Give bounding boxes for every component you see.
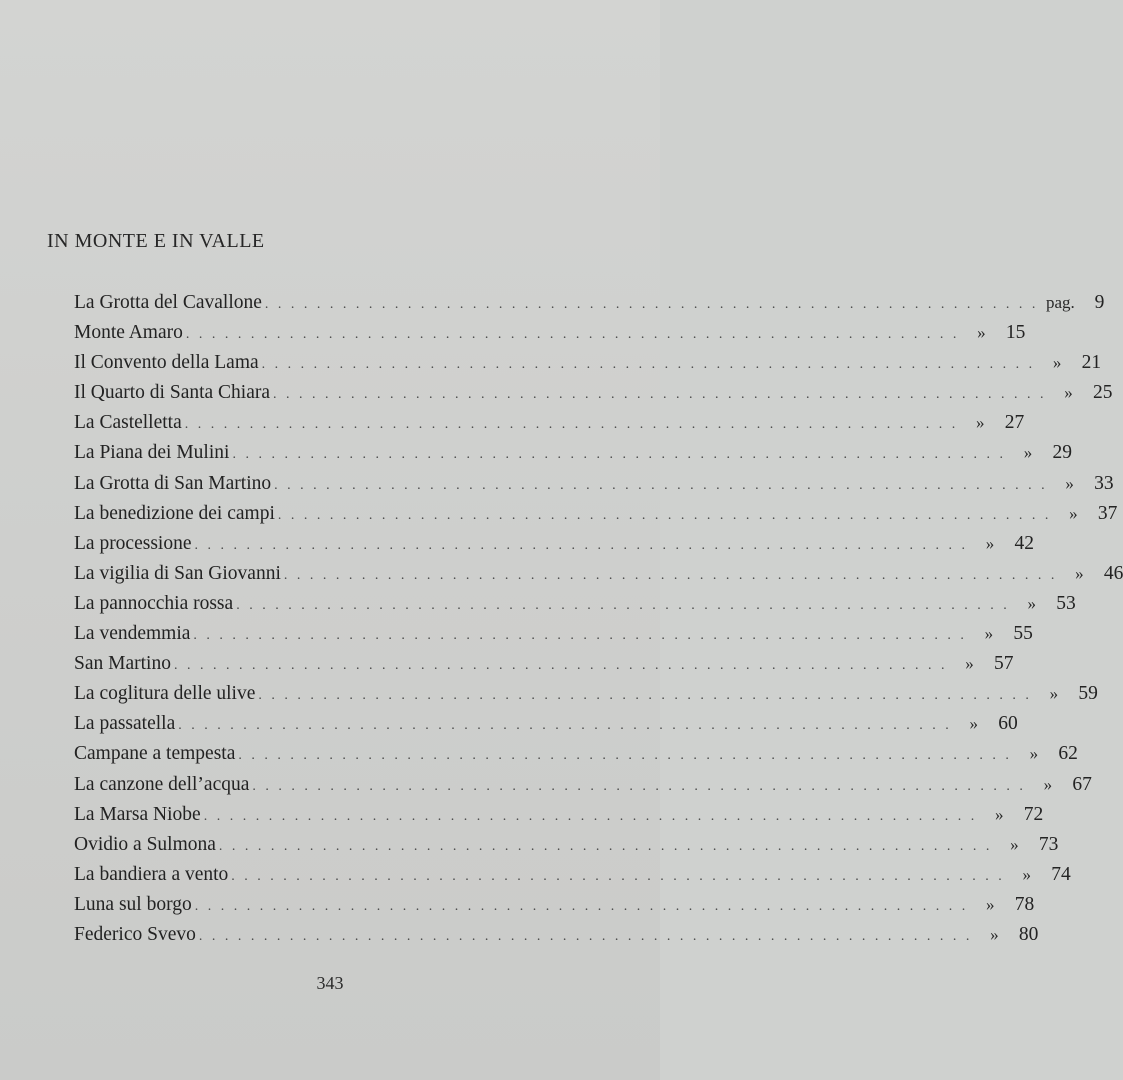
toc-entry <box>74 619 1033 649</box>
toc-entry-title: Federico Svevo <box>74 923 196 945</box>
dot-leader: . . . . . . . . . . . . . . . . . . . . . . . . . . . . . . . . . . . . . . . . . . . . . . . . . . . . . . . . . . . . <box>283 567 1058 583</box>
toc-entry-marker: » <box>1022 864 1032 884</box>
dot-leader: . . . . . . . . . . . . . . . . . . . . . . . . . . . . . . . . . . . . . . . . . . . . . . . . . . . . . . . . . . . . <box>261 357 1036 373</box>
dot-leader: . . . . . . . . . . . . . . . . . . . . . . . . . . . . . . . . . . . . . . . . . . . . . . . . . . . . . . . . . . . . <box>231 868 1005 884</box>
toc-entry-marker: » <box>1064 383 1073 403</box>
toc-entry-marker: » <box>985 533 995 553</box>
dot-leader: . . . . . . . . . . . . . . . . . . . . . . . . . . . . . . . . . . . . . . . . . . . . . . . . . . . . . . . . . . . . <box>194 537 968 553</box>
toc-entry <box>74 679 1098 709</box>
dot-leader: . . . . . . . . . . . . . . . . . . . . . . . . . . . . . . . . . . . . . . . . . . . . . . . . . . . . . . . . . . . . <box>232 447 1006 463</box>
toc-entry-page: 21 <box>1081 352 1102 374</box>
toc-entry-page: 60 <box>998 713 1018 735</box>
dot-leader: . . . . . . . . . . . . . . . . . . . . . . . . . . . . . . . . . . . . . . . . . . . . . . . . . . . . . . . . . . . . <box>277 507 1052 523</box>
toc-entry-page: 46 <box>1103 562 1123 584</box>
dot-leader: . . . . . . . . . . . . . . . . . . . . . . . . . . . . . . . . . . . . . . . . . . . . . . . . . . . . . . . . . . . . <box>173 658 948 674</box>
toc-entry-page: 80 <box>1018 923 1039 945</box>
toc-entry <box>74 438 1072 468</box>
dot-leader: . . . . . . . . . . . . . . . . . . . . . . . . . . . . . . . . . . . . . . . . . . . . . . . . . . . . . . . . . . . . <box>203 808 978 824</box>
toc-entry-page: 59 <box>1078 683 1098 705</box>
toc-entry-title: Monte Amaro <box>74 322 183 344</box>
toc-entry-title: La vigilia di San Giovanni <box>74 562 281 584</box>
toc-entry-marker: » <box>977 323 986 343</box>
toc-entry <box>74 378 1113 408</box>
dot-leader: . . . . . . . . . . . . . . . . . . . . . . . . . . . . . . . . . . . . . . . . . . . . . . . . . . . . . . . . . . . . <box>273 387 1047 403</box>
dot-leader: . . . . . . . . . . . . . . . . . . . . . . . . . . . . . . . . . . . . . . . . . . . . . . . . . . . . . . . . . . . . <box>198 928 973 944</box>
toc-entry-page: 9 <box>1094 292 1105 313</box>
toc-entry-title: La bandiera a vento <box>74 863 229 885</box>
toc-entry-title: Luna sul borgo <box>74 893 192 915</box>
toc-entry-page: 42 <box>1014 532 1034 554</box>
dot-leader: . . . . . . . . . . . . . . . . . . . . . . . . . . . . . . . . . . . . . . . . . . . . . . . . . . . . . . . . . . . . <box>264 297 1039 312</box>
toc-entry <box>74 860 1071 890</box>
toc-entry <box>74 830 1059 860</box>
section-title: IN MONTE E IN VALLE <box>47 230 265 252</box>
toc-entry-title: La canzone dell’acqua <box>74 773 250 795</box>
toc-entry <box>74 529 1034 559</box>
toc-entry-marker: » <box>990 924 999 944</box>
toc-entry-marker: » <box>1023 443 1033 463</box>
toc-entry-marker: » <box>984 624 994 644</box>
toc-entry <box>74 649 1014 679</box>
toc-entry-page: 15 <box>1005 322 1026 344</box>
toc-entry-marker: » <box>985 894 995 914</box>
toc-entry-page: 29 <box>1052 442 1072 464</box>
toc-entry-marker: » <box>1065 473 1074 493</box>
toc-entry-page: 27 <box>1004 412 1025 434</box>
toc-entry-marker: » <box>1027 593 1036 613</box>
toc-entry <box>74 589 1076 619</box>
toc-entry <box>74 408 1025 438</box>
toc-entry <box>74 499 1118 529</box>
toc-entry-page: 67 <box>1072 773 1092 795</box>
toc-entry-title: La Grotta di San Martino <box>74 472 272 494</box>
toc-entry-marker: » <box>1069 503 1078 523</box>
toc-entry-page: 72 <box>1023 803 1044 825</box>
toc-entry-marker: » <box>1010 834 1019 854</box>
toc-entry <box>74 920 1039 950</box>
toc-entry-title: La coglitura delle ulive <box>74 683 256 705</box>
toc-entry-marker: » <box>976 413 985 433</box>
toc-entry <box>74 709 1018 739</box>
dot-leader: . . . . . . . . . . . . . . . . . . . . . . . . . . . . . . . . . . . . . . . . . . . . . . . . . . . . . . . . . . . . <box>193 628 967 644</box>
toc-entry-marker: » <box>969 714 978 734</box>
toc-entry <box>74 469 1114 499</box>
toc-entry-marker: » <box>1043 774 1053 794</box>
toc-entry <box>74 348 1102 378</box>
toc-entry-page: 57 <box>993 653 1014 675</box>
toc-entry-marker: » <box>1075 563 1084 583</box>
dot-leader: . . . . . . . . . . . . . . . . . . . . . . . . . . . . . . . . . . . . . . . . . . . . . . . . . . . . . . . . . . . . <box>218 838 993 854</box>
dot-leader: . . . . . . . . . . . . . . . . . . . . . . . . . . . . . . . . . . . . . . . . . . . . . . . . . . . . . . . . . . . . <box>274 477 1048 493</box>
toc-entry-title: La Piana dei Mulini <box>74 442 230 464</box>
toc-entry <box>74 288 1105 318</box>
toc-entry-page: 73 <box>1038 833 1059 855</box>
toc-entry-title: La passatella <box>74 713 176 735</box>
dot-leader: . . . . . . . . . . . . . . . . . . . . . . . . . . . . . . . . . . . . . . . . . . . . . . . . . . . . . . . . . . . . <box>184 417 959 433</box>
dot-leader: . . . . . . . . . . . . . . . . . . . . . . . . . . . . . . . . . . . . . . . . . . . . . . . . . . . . . . . . . . . . <box>238 748 1012 764</box>
toc-entry-marker: pag. <box>1045 293 1075 312</box>
table-of-contents <box>74 288 1123 950</box>
toc-entry-marker: » <box>1029 744 1039 764</box>
toc-entry <box>74 770 1092 800</box>
toc-entry-page: 62 <box>1058 743 1078 765</box>
toc-entry-page: 74 <box>1051 863 1071 885</box>
toc-entry-title: San Martino <box>74 653 171 675</box>
toc-entry <box>74 559 1123 589</box>
page-number: 343 <box>316 973 344 993</box>
toc-entry-marker: » <box>1049 684 1059 704</box>
toc-entry-title: La Marsa Niobe <box>74 803 201 825</box>
dot-leader: . . . . . . . . . . . . . . . . . . . . . . . . . . . . . . . . . . . . . . . . . . . . . . . . . . . . . . . . . . . . <box>258 688 1032 704</box>
toc-entry-title: La vendemmia <box>74 623 191 645</box>
toc-entry-title: Ovidio a Sulmona <box>74 833 216 855</box>
dot-leader: . . . . . . . . . . . . . . . . . . . . . . . . . . . . . . . . . . . . . . . . . . . . . . . . . . . . . . . . . . . . <box>236 597 1010 613</box>
toc-entry-title: Campane a tempesta <box>74 743 236 765</box>
toc-entry-title: Il Quarto di Santa Chiara <box>74 382 271 404</box>
dot-leader: . . . . . . . . . . . . . . . . . . . . . . . . . . . . . . . . . . . . . . . . . . . . . . . . . . . . . . . . . . . . <box>178 718 952 734</box>
toc-entry-title: Il Convento della Lama <box>74 352 259 374</box>
dot-leader: . . . . . . . . . . . . . . . . . . . . . . . . . . . . . . . . . . . . . . . . . . . . . . . . . . . . . . . . . . . . <box>194 898 969 914</box>
toc-entry-page: 37 <box>1097 502 1118 524</box>
toc-entry-title: La benedizione dei campi <box>74 502 275 524</box>
toc-entry-page: 55 <box>1013 623 1033 645</box>
dot-leader: . . . . . . . . . . . . . . . . . . . . . . . . . . . . . . . . . . . . . . . . . . . . . . . . . . . . . . . . . . . . <box>252 778 1026 794</box>
toc-entry-page: 33 <box>1094 472 1114 494</box>
toc-entry-title: La Castelletta <box>74 412 182 434</box>
toc-entry <box>74 800 1044 830</box>
toc-entry-title: La pannocchia rossa <box>74 592 234 614</box>
toc-entry-marker: » <box>965 654 974 674</box>
toc-entry <box>74 318 1026 348</box>
toc-entry-marker: » <box>994 804 1004 824</box>
toc-entry-marker: » <box>1052 353 1062 373</box>
toc-entry <box>74 739 1078 769</box>
toc-entry-title: La Grotta del Cavallone <box>74 292 262 313</box>
toc-entry-page: 53 <box>1056 592 1076 614</box>
toc-entry-page: 78 <box>1014 893 1035 915</box>
toc-entry-title: La processione <box>74 532 192 554</box>
toc-entry-page: 25 <box>1093 382 1113 404</box>
dot-leader: . . . . . . . . . . . . . . . . . . . . . . . . . . . . . . . . . . . . . . . . . . . . . . . . . . . . . . . . . . . . <box>185 327 960 343</box>
toc-entry <box>74 890 1035 920</box>
